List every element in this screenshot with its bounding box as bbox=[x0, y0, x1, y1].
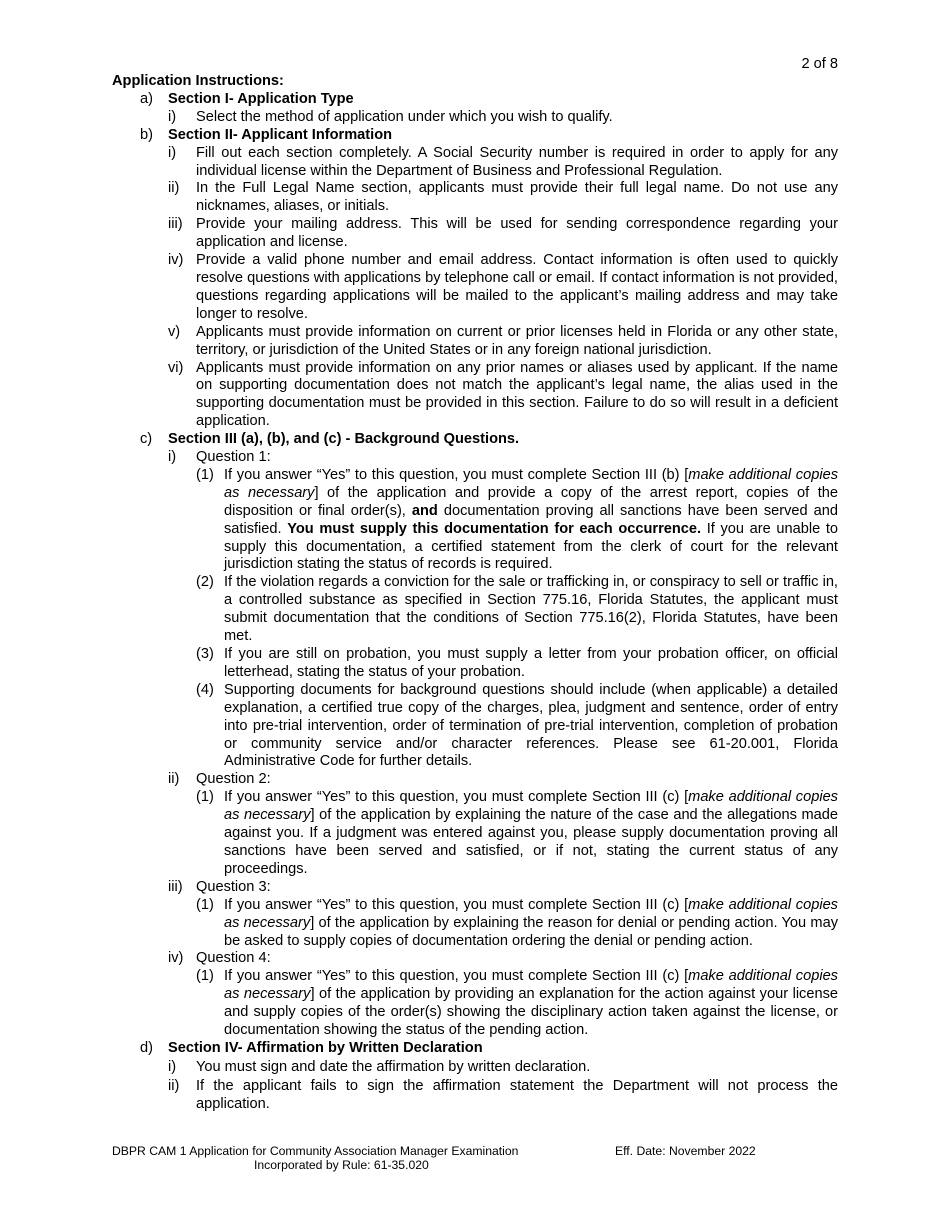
question-2 bbox=[112, 771, 838, 789]
italic-run: make additional copies as necessary bbox=[224, 789, 838, 824]
italic-run: make additional copies as necessary bbox=[224, 968, 838, 1003]
item-label: (2) bbox=[196, 574, 214, 591]
text-run: If you answer “Yes” to this question, you must complete Section III (b) [ bbox=[224, 466, 689, 483]
list-item bbox=[112, 252, 838, 324]
section-c bbox=[112, 431, 838, 449]
section-b bbox=[112, 127, 838, 145]
list-item bbox=[112, 216, 838, 252]
text-run: ] of the application by providing an explanation for the action against your license and supply copies of the order(s) showing the disciplinary action taken against the license, or documentation showing the status of the pending action. bbox=[224, 986, 838, 1039]
question-4 bbox=[112, 950, 838, 968]
item-label: (1) bbox=[196, 466, 214, 483]
bold-run: and bbox=[411, 502, 438, 519]
question-title: Question 4: bbox=[196, 950, 271, 967]
section-label: d) bbox=[140, 1039, 153, 1056]
section-title: Section II- Applicant Information bbox=[168, 126, 393, 143]
italic-run: make additional copies as necessary bbox=[224, 896, 838, 931]
footer-rule: Incorporated by Rule: 61-35.020 bbox=[254, 1158, 429, 1172]
list-item bbox=[112, 180, 838, 216]
item-text: Fill out each section completely. A Social Security number is required in order to apply for any individual license within the Department of Business and Professional Regulation. bbox=[196, 144, 838, 179]
item-label: i) bbox=[168, 1058, 177, 1075]
item-text: Supporting documents for background questions should include (when applicable) a detailed explanation, a certified true copy of the charges, plea, judgment and sentence, order of entry into pre-trial intervention, order of termination of pre-trial intervention, completion of probation or community service and/or character references. Please see 61-20.001, Florida Administrative Code for further details. bbox=[224, 681, 838, 770]
section-a bbox=[112, 91, 838, 109]
item-label: iv) bbox=[168, 950, 184, 967]
text-run: If you answer “Yes” to this question, you must complete Section III (c) [ bbox=[224, 789, 689, 806]
section-title: Section I- Application Type bbox=[168, 90, 354, 107]
item-label: (1) bbox=[196, 896, 214, 913]
footer-form-title: DBPR CAM 1 Application for Community Association Manager Examination bbox=[112, 1144, 519, 1158]
section-title: Section IV- Affirmation by Written Declaration bbox=[168, 1039, 483, 1056]
item-text: You must sign and date the affirmation by written declaration. bbox=[196, 1058, 591, 1075]
item-text: Provide a valid phone number and email address. Contact information is often used to quickly resolve questions with applications by telephone call or email. If contact information is not provided, questions regarding applications will be mailed to the applicant’s mailing address and may take longer to resolve. bbox=[196, 252, 838, 322]
item-label: i) bbox=[168, 108, 177, 125]
item-label: vi) bbox=[168, 359, 184, 376]
footer-effective-date: Eff. Date: November 2022 bbox=[615, 1144, 756, 1158]
list-item bbox=[112, 109, 838, 127]
item-label: (3) bbox=[196, 646, 214, 662]
list-item bbox=[112, 682, 838, 772]
list-item bbox=[112, 145, 838, 181]
item-text: If the applicant fails to sign the affirmation statement the Department will not process the application. bbox=[196, 1077, 838, 1112]
item-label: v) bbox=[168, 323, 181, 340]
item-label: iii) bbox=[168, 878, 183, 895]
item-label: ii) bbox=[168, 1077, 180, 1094]
list-item bbox=[112, 897, 838, 951]
question-title: Question 3: bbox=[196, 878, 271, 895]
item-label: ii) bbox=[168, 771, 180, 788]
section-label: a) bbox=[140, 90, 153, 107]
item-text: If the violation regards a conviction for the sale or trafficking in, or conspiracy to sell or traffic in, a controlled substance as specified in Section 775.16, Florida Statutes, the applicant must submit documentation that the conditions of Section 775.16(2), Florida Statutes, have been met. bbox=[224, 574, 838, 645]
section-label: b) bbox=[140, 126, 153, 143]
item-text: Applicants must provide information on current or prior licenses held in Florida or any other state, territory, or jurisdiction of the United States or in any foreign national jurisdiction. bbox=[196, 323, 838, 358]
question-3 bbox=[112, 879, 838, 897]
item-label: ii) bbox=[168, 180, 180, 197]
item-text: If you are still on probation, you must supply a letter from your probation officer, on official letterhead, stating the status of your probation. bbox=[224, 646, 838, 680]
text-run: documentation proving all sanctions have been served and satisfied. bbox=[224, 502, 838, 537]
page-title: Application Instructions: bbox=[112, 73, 284, 89]
question-1 bbox=[112, 449, 838, 467]
item-text bbox=[224, 467, 838, 574]
question-title: Question 2: bbox=[196, 771, 271, 788]
text-run: ] of the application and provide a copy of the arrest report, copies of the disposition or final order(s), bbox=[224, 484, 838, 519]
text-run: If you are unable to supply this documentation, a certified statement from the clerk of court for the relevant jurisdiction stating the status of records is required. bbox=[224, 520, 838, 573]
bold-run: You must supply this documentation for each occurrence. bbox=[287, 520, 702, 537]
list-item bbox=[112, 574, 838, 646]
item-label: i) bbox=[168, 449, 177, 466]
question-title: Question 1: bbox=[196, 449, 271, 466]
page-number: 2 of 8 bbox=[801, 56, 838, 72]
text-run: ] of the application by explaining the reason for denial or pending action. You may be asked to supply copies of documentation ordering the denial or pending action. bbox=[224, 914, 838, 949]
list-item bbox=[112, 1078, 838, 1114]
item-label: iii) bbox=[168, 216, 183, 233]
item-text: Applicants must provide information on any prior names or aliases used by applicant. If the name on supporting documentation does not match the applicant’s legal name, the alias used in the supporting documentation must be provided in this section. Failure to do so will result in a deficient application. bbox=[196, 359, 838, 430]
list-item bbox=[112, 467, 838, 574]
document-body bbox=[112, 73, 838, 1114]
list-item bbox=[112, 360, 838, 432]
section-title: Section III (a), (b), and (c) - Background Questions. bbox=[168, 431, 520, 448]
list-item bbox=[112, 1059, 838, 1077]
text-run: If you answer “Yes” to this question, you must complete Section III (c) [ bbox=[224, 968, 689, 985]
item-label: (1) bbox=[196, 789, 214, 806]
item-label: i) bbox=[168, 144, 177, 161]
list-item bbox=[112, 789, 838, 879]
italic-run: make additional copies as necessary bbox=[224, 466, 838, 501]
text-run: ] of the application by explaining the nature of the case and the allegations made against you. If a judgment was entered against you, please supply documentation proving all sanctions have been served and satisfied, or if not, stating the current status of any proceedings. bbox=[224, 807, 838, 877]
item-text bbox=[224, 789, 838, 879]
section-label: c) bbox=[140, 431, 153, 448]
item-text bbox=[224, 897, 838, 951]
list-item bbox=[112, 968, 838, 1040]
item-text bbox=[224, 968, 838, 1040]
list-item bbox=[112, 324, 838, 360]
item-text: In the Full Legal Name section, applicants must provide their full legal name. Do not use any nicknames, aliases, or initials. bbox=[196, 180, 838, 215]
section-d bbox=[112, 1040, 838, 1058]
list-item bbox=[112, 646, 838, 682]
item-text: Select the method of application under which you wish to qualify. bbox=[196, 108, 613, 125]
text-run: If you answer “Yes” to this question, you must complete Section III (c) [ bbox=[224, 896, 689, 913]
item-label: (4) bbox=[196, 681, 214, 698]
item-label: iv) bbox=[168, 252, 184, 269]
item-label: (1) bbox=[196, 968, 214, 985]
item-text: Provide your mailing address. This will be used for sending correspondence regarding your application and license. bbox=[196, 216, 838, 251]
